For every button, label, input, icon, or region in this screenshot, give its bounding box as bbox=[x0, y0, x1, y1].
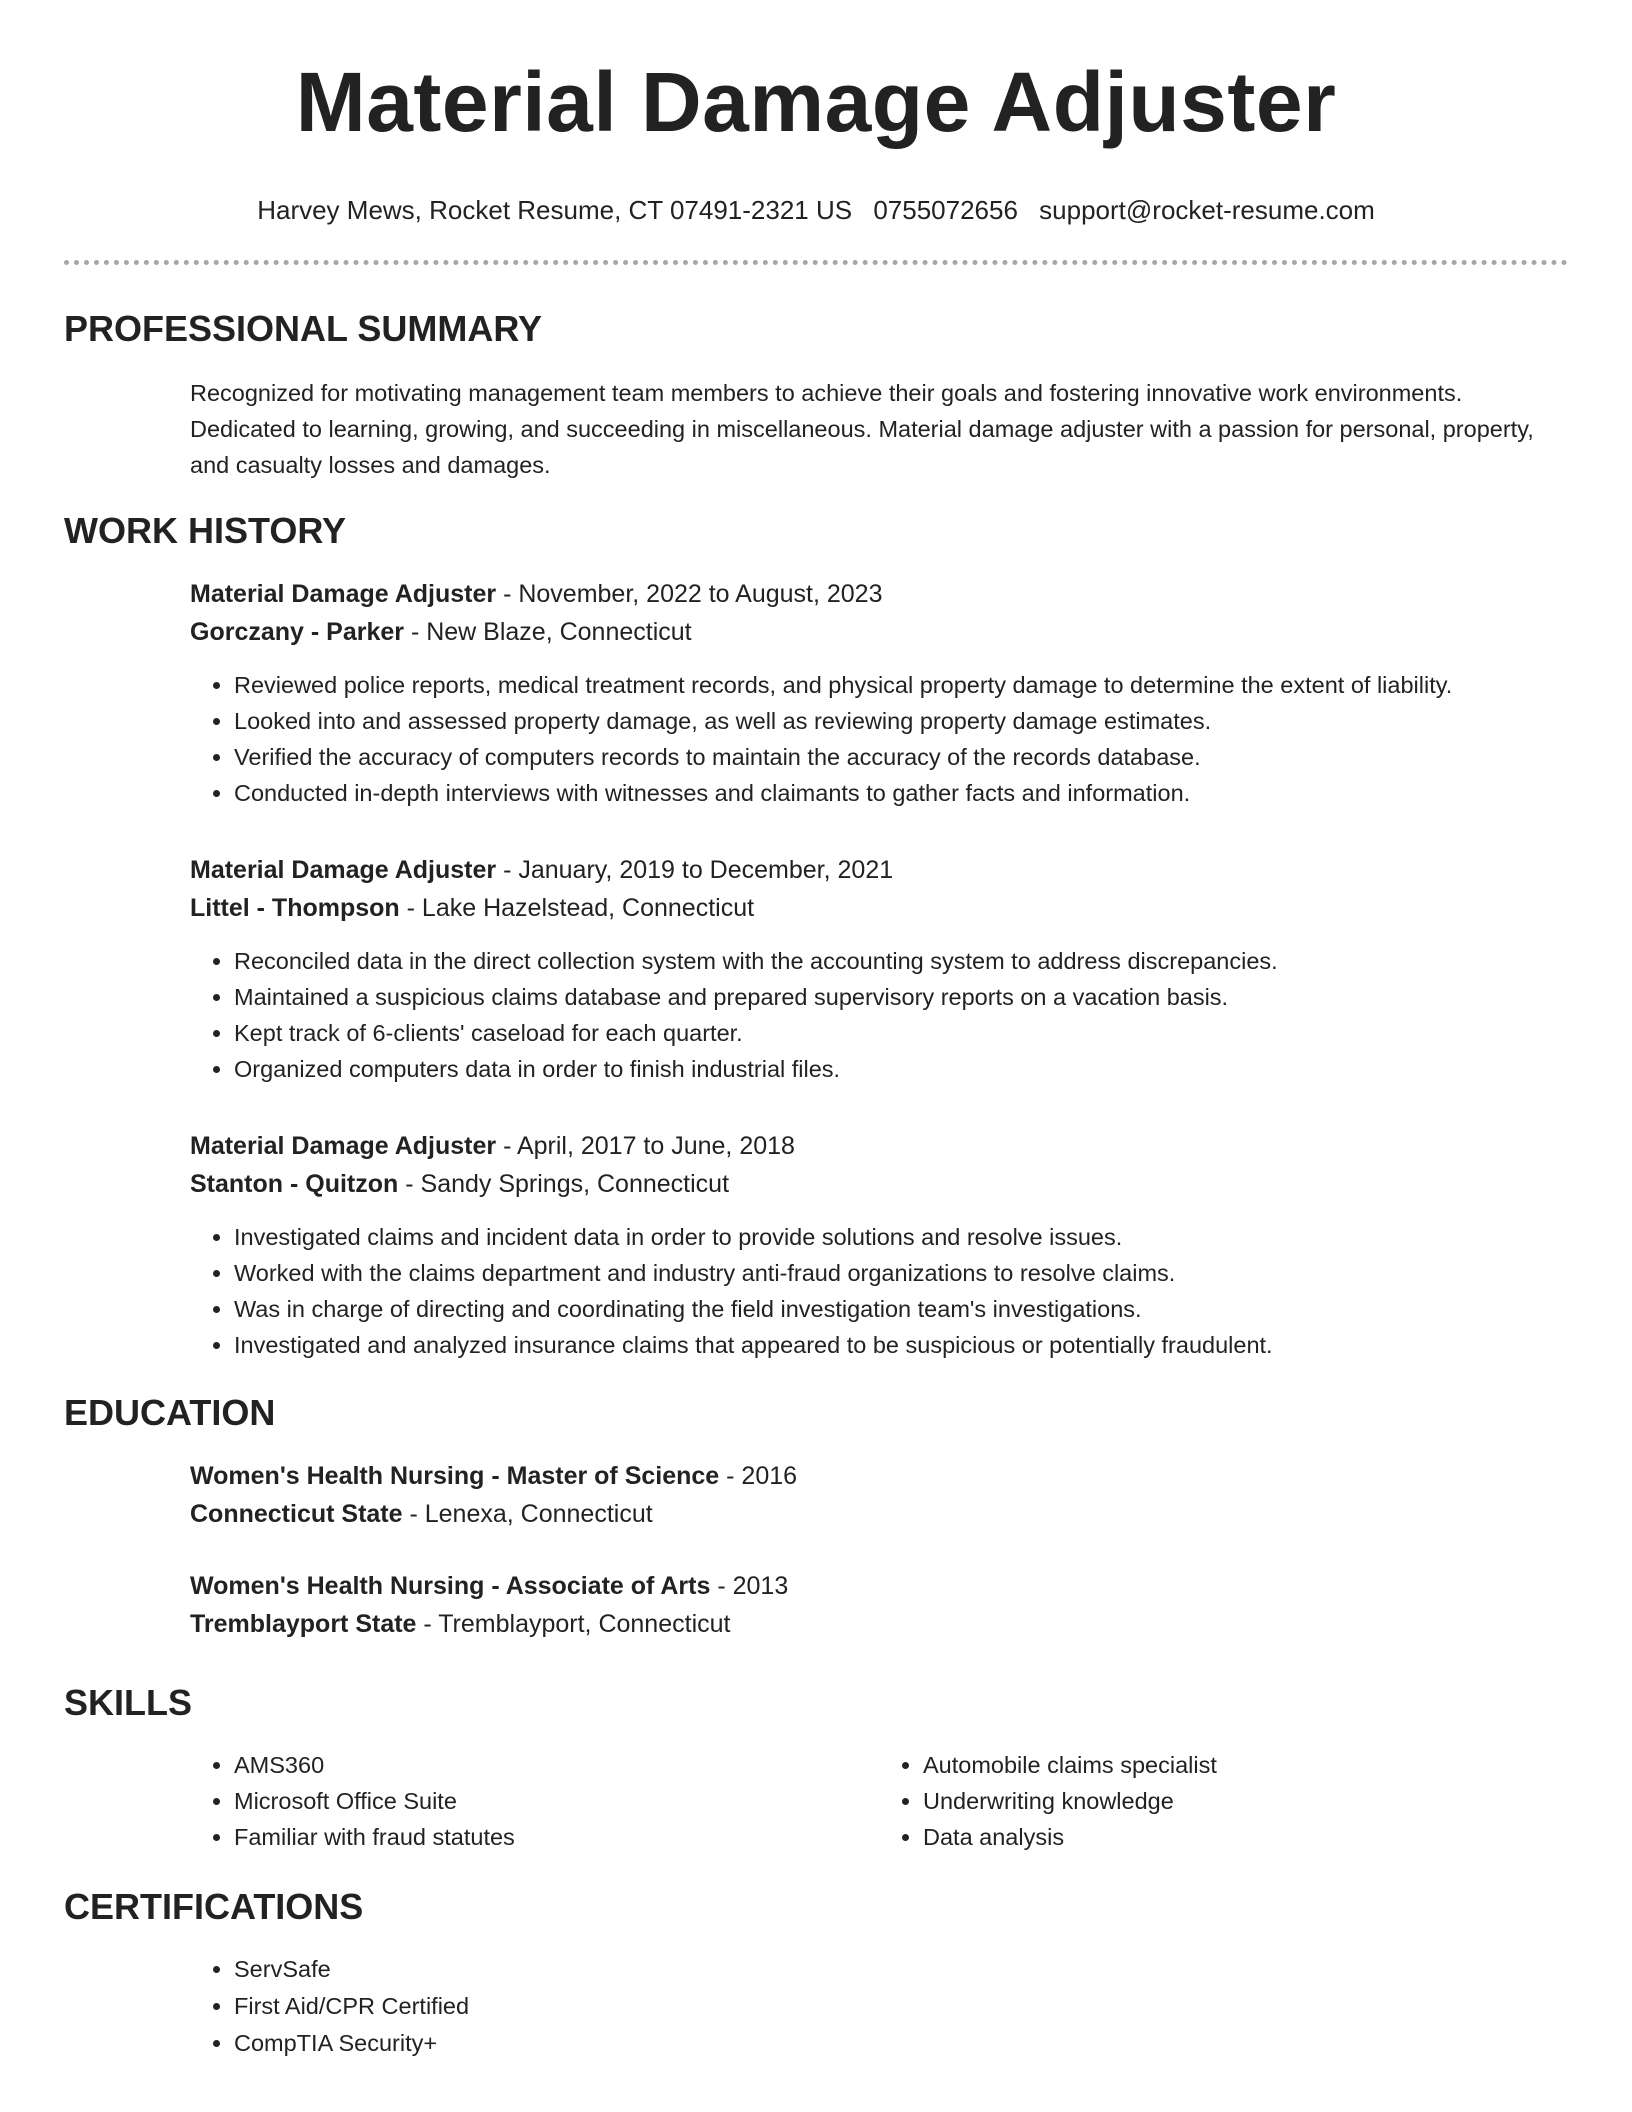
skills-grid bbox=[190, 1747, 1568, 1855]
skills-section bbox=[64, 1747, 1568, 1855]
job-title: Material Damage Adjuster bbox=[190, 580, 497, 608]
degree-line bbox=[190, 1457, 1568, 1495]
contact-phone: 0755072656 bbox=[873, 195, 1018, 225]
skills-heading: SKILLS bbox=[64, 1682, 193, 1723]
skills-column-right bbox=[879, 1747, 1568, 1855]
job-location: - Lake Hazelstead, Connecticut bbox=[399, 894, 755, 922]
header-divider bbox=[64, 260, 1568, 265]
job-company: Gorczany - Parker bbox=[190, 618, 404, 646]
job-dates: - April, 2017 to June, 2018 bbox=[496, 1132, 795, 1160]
job-bullets bbox=[190, 943, 1568, 1087]
list-item: • CompTIA Security+ bbox=[234, 2025, 1568, 2062]
education-entry bbox=[190, 1567, 1568, 1643]
list-item: • Microsoft Office Suite bbox=[234, 1783, 879, 1819]
job-title-line bbox=[190, 1127, 1568, 1165]
degree-year: - 2013 bbox=[710, 1572, 789, 1600]
list-item: • AMS360 bbox=[234, 1747, 879, 1783]
list-item: • Worked with the claims department and industry anti-fraud organizations to resolve claims. bbox=[234, 1255, 1568, 1291]
list-item: • Reviewed police reports, medical treatment records, and physical property damage to determine the extent of liability. bbox=[234, 667, 1568, 703]
school-location: - Lenexa, Connecticut bbox=[402, 1500, 653, 1528]
list-item: • Maintained a suspicious claims database and prepared supervisory reports on a vacation basis. bbox=[234, 979, 1568, 1015]
job-company: Stanton - Quitzon bbox=[190, 1170, 399, 1198]
job-title: Material Damage Adjuster bbox=[190, 856, 497, 884]
job-bullets bbox=[190, 1219, 1568, 1363]
job-company: Littel - Thompson bbox=[190, 894, 400, 922]
list-item: • Kept track of 6-clients' caseload for each quarter. bbox=[234, 1015, 1568, 1051]
list-item: • Familiar with fraud statutes bbox=[234, 1819, 879, 1855]
job-dates: - January, 2019 to December, 2021 bbox=[496, 856, 894, 884]
job-title-line bbox=[190, 851, 1568, 889]
list-item: • Automobile claims specialist bbox=[923, 1747, 1568, 1783]
certifications-heading: CERTIFICATIONS bbox=[64, 1886, 364, 1927]
summary-text: Recognized for motivating management team members to achieve their goals and fostering innovative work environments. Dedicated to learning, growing, and succeeding in miscellaneous. Material damage adjuster with a passion for personal, property, and casualty losses and damages. bbox=[190, 380, 1534, 478]
education-heading: EDUCATION bbox=[64, 1392, 276, 1433]
list-item: • Underwriting knowledge bbox=[923, 1783, 1568, 1819]
job-entry bbox=[190, 851, 1568, 1087]
contact-address: Harvey Mews, Rocket Resume, CT 07491-2321 US bbox=[257, 195, 853, 225]
job-title: Material Damage Adjuster bbox=[190, 1132, 497, 1160]
list-item: • Verified the accuracy of computers records to maintain the accuracy of the records database. bbox=[234, 739, 1568, 775]
degree-line bbox=[190, 1567, 1568, 1605]
degree-year: - 2016 bbox=[719, 1462, 798, 1490]
list-item: • Data analysis bbox=[923, 1819, 1568, 1855]
certifications-list bbox=[190, 1951, 1568, 2062]
job-location: - New Blaze, Connecticut bbox=[404, 618, 692, 646]
list-item: • Conducted in-depth interviews with witnesses and claimants to gather facts and information. bbox=[234, 775, 1568, 811]
degree-name: Women's Health Nursing - Master of Science bbox=[190, 1462, 720, 1490]
school-location: - Tremblayport, Connecticut bbox=[416, 1610, 731, 1638]
job-dates: - November, 2022 to August, 2023 bbox=[496, 580, 883, 608]
list-item: • ServSafe bbox=[234, 1951, 1568, 1988]
list-item: • Was in charge of directing and coordinating the field investigation team's investigations. bbox=[234, 1291, 1568, 1327]
school-name: Connecticut State bbox=[190, 1500, 403, 1528]
education-entry bbox=[190, 1457, 1568, 1533]
list-item: • Investigated and analyzed insurance claims that appeared to be suspicious or potentially fraudulent. bbox=[234, 1327, 1568, 1363]
job-company-line bbox=[190, 1165, 1568, 1203]
list-item: • Reconciled data in the direct collection system with the accounting system to address discrepancies. bbox=[234, 943, 1568, 979]
work-history-heading: WORK HISTORY bbox=[64, 510, 347, 551]
school-line bbox=[190, 1605, 1568, 1643]
certifications-section bbox=[64, 1951, 1568, 2062]
resume-title: Material Damage Adjuster bbox=[295, 55, 1337, 149]
school-name: Tremblayport State bbox=[190, 1610, 417, 1638]
degree-name: Women's Health Nursing - Associate of Arts bbox=[190, 1572, 711, 1600]
education-section bbox=[64, 1457, 1568, 1643]
school-line bbox=[190, 1495, 1568, 1533]
summary-section bbox=[64, 375, 1568, 483]
list-item: • Organized computers data in order to finish industrial files. bbox=[234, 1051, 1568, 1087]
job-company-line bbox=[190, 889, 1568, 927]
job-entry bbox=[190, 575, 1568, 811]
skills-column-left bbox=[190, 1747, 879, 1855]
job-bullets bbox=[190, 667, 1568, 811]
list-item: • Looked into and assessed property damage, as well as reviewing property damage estimates. bbox=[234, 703, 1568, 739]
contact-info bbox=[64, 194, 1568, 226]
list-item: • First Aid/CPR Certified bbox=[234, 1988, 1568, 2025]
job-location: - Sandy Springs, Connecticut bbox=[398, 1170, 730, 1198]
contact-email: support@rocket-resume.com bbox=[1039, 195, 1375, 225]
summary-heading: PROFESSIONAL SUMMARY bbox=[64, 308, 543, 349]
job-company-line bbox=[190, 613, 1568, 651]
work-history-section bbox=[64, 575, 1568, 1363]
list-item: • Investigated claims and incident data in order to provide solutions and resolve issues. bbox=[234, 1219, 1568, 1255]
job-title-line bbox=[190, 575, 1568, 613]
job-entry bbox=[190, 1127, 1568, 1363]
